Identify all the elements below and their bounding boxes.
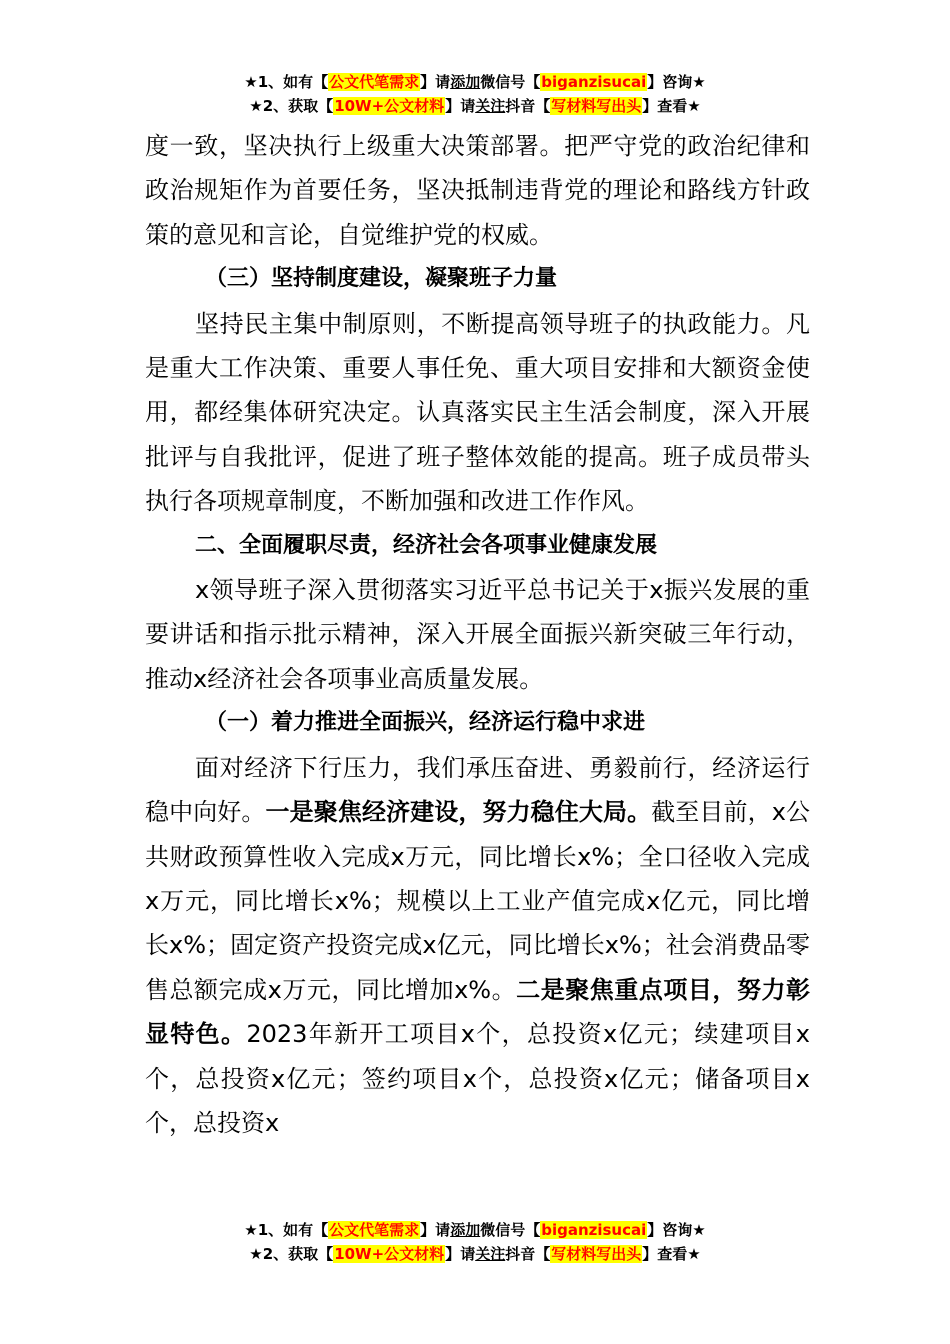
banner-highlight: 10W+公文材料 — [334, 97, 445, 115]
banner-text: ★1、如有【 — [244, 1221, 329, 1239]
banner-line-1 — [0, 70, 950, 94]
banner-line-2 — [0, 94, 950, 118]
banner-text: 】咨询★ — [647, 1221, 706, 1239]
banner-highlight: 公文代笔需求 — [329, 73, 420, 91]
banner-text: 】查看★ — [642, 1245, 701, 1263]
section-heading-1: （一）着力推进全面振兴，经济运行稳中求进 — [205, 710, 646, 736]
banner-douyin-id: 写材料写出头 — [551, 97, 642, 115]
section-heading-3: （三）坚持制度建设，凝聚班子力量 — [205, 266, 558, 292]
bold-lead: 一是聚焦经济建设，努力稳住大局。 — [265, 798, 652, 827]
banner-douyin-id: 写材料写出头 — [551, 1245, 642, 1263]
bold-lead: 二是聚焦重点项目，努力彰显特色。 — [145, 975, 811, 1049]
paragraph — [145, 746, 810, 1146]
banner-text: 微信号【 — [480, 1221, 541, 1239]
banner-text: 】请 — [420, 1221, 451, 1239]
header-banner — [0, 70, 950, 118]
banner-text: 】咨询★ — [647, 73, 706, 91]
paragraph: x领导班子深入贯彻落实习近平总书记关于x振兴发展的重要讲话和指示批示精神，深入开展全面振兴新突破三年行动，推动x经济社会各项事业高质量发展。 — [145, 576, 810, 693]
banner-underlined: 关注 — [475, 97, 506, 115]
banner-text: ★1、如有【 — [244, 73, 329, 91]
section-heading-2: 二、全面履职尽责，经济社会各项事业健康发展 — [195, 532, 658, 558]
banner-text: 微信号【 — [480, 73, 541, 91]
paragraph: 坚持民主集中制原则，不断提高领导班子的执政能力。凡是重大工作决策、重要人事任免、重大项目安排和大额资金使用，都经集体研究决定。认真落实民主生活会制度，深入开展批评与自我批评，促进了班子整体效能的提高。班子成员带头执行各项规章制度，不断加强和改进工作作风。 — [145, 309, 810, 516]
paragraph: 度一致，坚决执行上级重大决策部署。把严守党的政治纪律和政治规矩作为首要任务，坚决抵制违背党的理论和路线方针政策的意见和言论，自觉维护党的权威。 — [145, 132, 810, 249]
paragraph-text: 截至目前，x公共财政预算性收入完成x万元，同比增长x%；全口径收入完成x万元，同比增长x%；规模以上工业产值完成x亿元，同比增长x%；固定资产投资完成x亿元，同比增长x%；社会消费品零售总额完成x万元，同比增加x%。 — [145, 798, 811, 1004]
banner-text: 】查看★ — [642, 97, 701, 115]
banner-highlight: 公文代笔需求 — [329, 1221, 420, 1239]
paragraph-text: 面对经济下行压力，我们承压奋进、勇毅前行，经济运行稳中向好。 — [145, 753, 810, 827]
banner-line-1 — [0, 1218, 950, 1242]
banner-text: 】请 — [445, 97, 476, 115]
banner-line-2 — [0, 1242, 950, 1266]
banner-underlined: 添加 — [450, 73, 481, 91]
banner-text: 抖音【 — [505, 1245, 551, 1263]
banner-wechat-id: biganzisucai — [541, 73, 647, 91]
banner-text: 】请 — [420, 73, 451, 91]
banner-highlight: 10W+公文材料 — [334, 1245, 445, 1263]
banner-underlined: 关注 — [475, 1245, 506, 1263]
banner-text: 】请 — [445, 1245, 476, 1263]
banner-underlined: 添加 — [450, 1221, 481, 1239]
document-body — [145, 124, 810, 1145]
paragraph-text: 2023年新开工项目x个，总投资x亿元；续建项目x个，总投资x亿元；签约项目x个，总投资x亿元；储备项目x个，总投资x — [145, 1020, 811, 1137]
banner-text: ★2、获取【 — [249, 1245, 334, 1263]
footer-banner — [0, 1218, 950, 1266]
banner-text: 抖音【 — [505, 97, 551, 115]
banner-wechat-id: biganzisucai — [541, 1221, 647, 1239]
banner-text: ★2、获取【 — [249, 97, 334, 115]
